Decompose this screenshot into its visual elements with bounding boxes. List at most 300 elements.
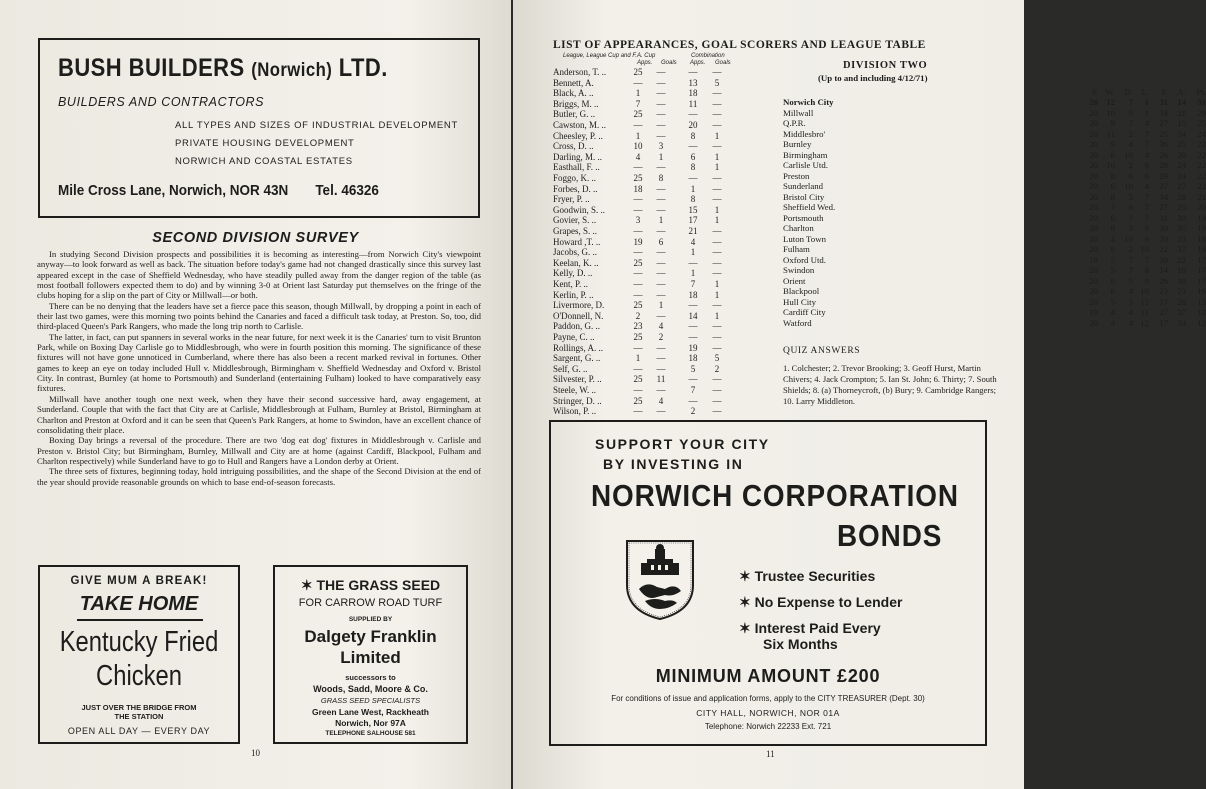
league-cell: 22 xyxy=(1177,254,1186,265)
appearance-cell: — xyxy=(633,406,643,417)
league-cell: 20 xyxy=(1089,97,1098,107)
survey-paragraph: The three sets of fixtures, beginning today, hold intriguing possibilities, and the shape of the Second Division at the end of the year should provide reasonable grounds on which to base end-of-season forecasts. xyxy=(37,466,481,487)
appearance-cell: 20 xyxy=(688,120,698,130)
league-cell: 20 xyxy=(1089,202,1098,212)
header-group-league: League, League Cup and F.A. Cup xyxy=(563,53,656,59)
appearance-cell: 7 xyxy=(690,385,696,395)
bonds-bullet3-text: Interest Paid Every xyxy=(754,620,881,636)
league-cell: 18 xyxy=(1177,265,1186,275)
league-cell: 4 xyxy=(1128,307,1133,317)
team-name: Watford xyxy=(783,317,812,328)
appearance-cell: 4 xyxy=(658,321,664,332)
league-cell: 24 xyxy=(1177,160,1186,170)
player-name: Keelan, K. .. xyxy=(553,257,599,268)
appearance-cell: 6 xyxy=(690,151,696,162)
team-name: Millwall xyxy=(783,107,814,118)
bush-address-line xyxy=(58,182,379,199)
league-cell: 19 xyxy=(1197,212,1206,223)
appearance-cell: — xyxy=(656,77,666,88)
league-cell: 8 xyxy=(1110,223,1115,233)
appearance-cell: 25 xyxy=(633,300,643,311)
league-cell: 6 xyxy=(1110,149,1115,160)
league-cell: 20 xyxy=(1089,296,1098,307)
appearance-cell: — xyxy=(712,226,722,236)
corporation-bonds-advert xyxy=(549,420,987,746)
appearance-cell: — xyxy=(633,194,643,205)
league-header-cell: W. xyxy=(1105,87,1115,97)
appearance-cell: 1 xyxy=(635,130,641,141)
league-cell: 20 xyxy=(1089,244,1098,254)
appearance-cell: — xyxy=(688,332,698,342)
appearance-cell: 5 xyxy=(714,77,720,88)
league-cell: 20 xyxy=(1197,202,1206,212)
appearance-cell: — xyxy=(688,300,698,311)
league-cell: 20 xyxy=(1089,128,1098,139)
league-cell: 11 xyxy=(1106,128,1115,139)
appearance-cell: 23 xyxy=(633,321,643,332)
appearance-cell: — xyxy=(656,109,666,120)
bonds-line3: NORWICH CORPORATION xyxy=(591,478,959,513)
league-cell: 6 xyxy=(1128,202,1133,212)
appearance-cell: 18 xyxy=(688,88,698,99)
appearance-cell: — xyxy=(633,279,643,289)
appearance-cell: 1 xyxy=(690,183,696,194)
appearance-cell: — xyxy=(712,257,722,268)
appearance-cell: — xyxy=(712,300,722,311)
kfc-brand-line1: Kentucky Fried xyxy=(59,626,219,658)
team-name: Orient xyxy=(783,275,806,286)
bonds-line2: BY INVESTING IN xyxy=(603,456,744,472)
bush-address: Mile Cross Lane, Norwich, NOR 43N xyxy=(58,182,289,199)
bush-service: ALL TYPES AND SIZES OF INDUSTRIAL DEVELOPMENT xyxy=(175,120,458,131)
league-cell: 4 xyxy=(1110,233,1115,244)
team-name: Bristol City xyxy=(783,191,825,202)
league-cell: 34 xyxy=(1159,107,1168,118)
bonds-bullet3 xyxy=(739,620,881,636)
appearance-cell: — xyxy=(656,406,666,417)
league-cell: 6 xyxy=(1110,181,1115,191)
league-cell: 9 xyxy=(1110,139,1115,149)
appearance-cell: 7 xyxy=(690,279,696,289)
league-cell: 3 xyxy=(1128,223,1133,233)
appearance-cell: — xyxy=(712,374,722,385)
appearance-cell: — xyxy=(712,385,722,395)
team-name: Swindon xyxy=(783,265,815,275)
appearance-cell: 1 xyxy=(635,353,641,364)
appearance-cell: 1 xyxy=(714,279,720,289)
star-icon: ✶ xyxy=(739,620,755,636)
appearance-cell: — xyxy=(633,226,643,236)
company-place: (Norwich) xyxy=(251,60,333,81)
page-number-left: 10 xyxy=(251,748,260,758)
league-cell: 8 xyxy=(1144,265,1149,275)
survey-paragraph: In studying Second Division prospects and possibilities it is becoming as interesting—from Norwich City's viewpoint anyway—to look forward as well as back. The situation before today's game had not changed drastically since this survey last appeared except in the case of Sheffield Wednesday, who have steadily pulled away from the danger region of the table (as most football followers expected them to do) and by winning 3-0 at Orient last Saturday put themselves on the fringe of the clubs hoping for a slip on the part of City or Millwall—or both. xyxy=(37,249,481,301)
league-cell: 8 xyxy=(1110,191,1115,202)
league-cell: 12 xyxy=(1140,317,1149,328)
league-cell: 9 xyxy=(1144,223,1149,233)
team-name: Oxford Utd. xyxy=(783,254,827,265)
appearance-cell: — xyxy=(712,141,722,152)
team-name: Preston xyxy=(783,170,810,181)
appearance-cell: — xyxy=(656,385,666,395)
league-cell: 26 xyxy=(1159,149,1168,160)
player-name: Easthall, F. .. xyxy=(553,162,600,173)
league-cell: 26 xyxy=(1159,275,1168,286)
player-name: Cross, D. .. xyxy=(553,141,594,152)
league-cell: 13 xyxy=(1197,296,1206,307)
col-goals2: Goals xyxy=(715,60,731,66)
player-name: Anderson, T. .. xyxy=(553,67,607,77)
league-cell: 6 xyxy=(1110,275,1115,286)
league-cell: 19 xyxy=(1089,307,1098,317)
league-header-cell: P. xyxy=(1091,87,1098,97)
stats-title: LIST OF APPEARANCES, GOAL SCORERS AND LEAGUE TABLE xyxy=(553,39,926,51)
league-cell: 4 xyxy=(1144,118,1149,128)
right-page xyxy=(513,0,1206,789)
league-cell: 20 xyxy=(1089,275,1098,286)
appearance-cell: — xyxy=(633,289,643,300)
kfc-location-line1: JUST OVER THE BRIDGE FROM xyxy=(81,703,197,712)
appearance-cell: — xyxy=(656,247,666,258)
league-cell: 2 xyxy=(1128,160,1133,170)
appearance-cell: 2 xyxy=(635,310,641,321)
team-name: Luton Town xyxy=(783,233,826,244)
grass-addr2: Norwich, Nor 97A xyxy=(335,718,406,728)
appearance-cell: — xyxy=(688,374,698,385)
survey-title: SECOND DIVISION SURVEY xyxy=(152,230,359,246)
kfc-hours: OPEN ALL DAY — EVERY DAY xyxy=(67,726,211,736)
league-cell: 12 xyxy=(1106,97,1115,107)
team-name: Fulham xyxy=(783,244,810,254)
appearance-cell: 11 xyxy=(688,98,698,109)
league-cell: 7 xyxy=(1128,118,1133,128)
league-cell: 1 xyxy=(1144,107,1149,118)
league-cell: 27 xyxy=(1159,118,1168,128)
player-name: Silvester, P. .. xyxy=(553,374,602,385)
team-name: Norwich City xyxy=(783,97,834,107)
league-cell: 22 xyxy=(1197,181,1206,191)
player-name: Rollings, A. .. xyxy=(553,342,604,353)
league-cell: 20 xyxy=(1159,254,1168,265)
grass-seed-advert xyxy=(273,565,468,744)
league-cell: 20 xyxy=(1177,149,1186,160)
appearance-cell: 1 xyxy=(714,130,720,141)
kfc-brand xyxy=(58,625,220,693)
appearance-cell: 5 xyxy=(714,353,720,364)
kfc-underline xyxy=(77,619,203,621)
player-name: Paddon, G. .. xyxy=(553,321,600,332)
appearance-cell: — xyxy=(712,247,722,258)
appearance-cell: — xyxy=(633,77,643,88)
league-cell: 36 xyxy=(1159,139,1168,149)
league-cell: 1 xyxy=(1144,97,1149,107)
team-name: Birmingham xyxy=(783,149,828,160)
player-name: Govier, S. .. xyxy=(553,215,597,226)
league-cell: 7 xyxy=(1128,212,1133,223)
appearance-cell: 1 xyxy=(658,215,664,226)
appearance-cell: 1 xyxy=(658,300,664,311)
appearance-cell: — xyxy=(656,194,666,205)
grass-woods: Woods, Sadd, Moore & Co. xyxy=(313,684,428,694)
appearance-cell: — xyxy=(656,162,666,173)
grass-supplied: SUPPLIED BY xyxy=(348,616,393,623)
league-cell: 24 xyxy=(1177,128,1186,139)
player-name: Grapes, S. .. xyxy=(553,226,597,236)
quiz-answers: 1. Colchester; 2. Trevor Brooking; 3. Geoff Hurst, Martin Chivers; 4. Jack Crompton; 5. Ian St. John; 6. Thirty; 7. South Shields; 8. (a) Thorneycroft, (b) Bury; 9. Cambridge Rangers; 10. Larry Middleton. xyxy=(783,363,997,406)
grass-company1: Dalgety Franklin xyxy=(304,627,437,646)
bonds-address: CITY HALL, NORWICH, NOR 01A xyxy=(696,708,840,718)
league-cell: 11 xyxy=(1140,307,1149,317)
appearance-cell: 2 xyxy=(658,332,664,342)
league-cell: 4 xyxy=(1144,181,1149,191)
team-name: Carlisle Utd. xyxy=(783,160,828,170)
appearance-cell: 18 xyxy=(688,353,698,364)
league-cell: 20 xyxy=(1159,233,1168,244)
bonds-minimum: MINIMUM AMOUNT £200 xyxy=(655,666,881,686)
appearance-cell: — xyxy=(712,321,722,332)
league-cell: 35 xyxy=(1177,223,1186,233)
appearance-cell: — xyxy=(656,98,666,109)
kfc-location xyxy=(40,704,238,721)
appearance-cell: 1 xyxy=(690,268,696,279)
bush-tel: Tel. 46326 xyxy=(315,182,379,199)
league-cell: 20 xyxy=(1089,212,1098,223)
star-icon: ✶ xyxy=(739,594,755,610)
appearance-cell: — xyxy=(656,183,666,194)
player-name: Steele, W. .. xyxy=(553,385,596,395)
league-cell: 6 xyxy=(1128,170,1133,181)
player-name: Livermore, D. xyxy=(553,300,605,311)
league-cell: 20 xyxy=(1089,170,1098,181)
league-title: DIVISION TWO xyxy=(843,60,928,71)
kfc-advert xyxy=(38,565,240,744)
appearance-cell: — xyxy=(712,183,722,194)
league-cell: 25 xyxy=(1197,118,1206,128)
appearance-cell: — xyxy=(633,247,643,258)
appearance-cell: — xyxy=(688,395,698,406)
appearance-cell: 1 xyxy=(714,204,720,215)
player-name: Howard ,T. .. xyxy=(553,236,601,247)
grass-company2: Limited xyxy=(340,648,401,667)
appearance-cell: — xyxy=(688,173,698,183)
league-cell: 6 xyxy=(1110,212,1115,223)
appearance-cell: — xyxy=(633,363,643,374)
survey-paragraph: Boxing Day brings a reversal of the procedure. There are two 'dog eat dog' fixtures in Middlesbrough v. Carlisle and Preston v. Bristol City; but Birmingham, Burnley, Millwall and City are at home (against Cardiff, Blackpool, Fulham and Charlton respectively) while Sunderland have to go to Hull and Rangers have a London derby at Orient. xyxy=(37,435,481,466)
bush-service: PRIVATE HOUSING DEVELOPMENT xyxy=(175,138,355,149)
player-name: Black, A. .. xyxy=(553,88,594,99)
league-cell: 22 xyxy=(1197,160,1206,170)
league-cell: 20 xyxy=(1089,317,1098,328)
bonds-line4: BONDS xyxy=(837,518,943,553)
league-cell: 4 xyxy=(1110,317,1115,328)
appearance-cell: — xyxy=(656,342,666,353)
league-cell: 29 xyxy=(1159,170,1168,181)
star-icon: ✶ xyxy=(739,568,755,584)
appearance-cell: 25 xyxy=(633,374,643,385)
appearance-cell: — xyxy=(712,173,722,183)
grass-sub: FOR CARROW ROAD TURF xyxy=(298,597,443,609)
league-cell: 25 xyxy=(1177,202,1186,212)
league-cell: 37 xyxy=(1177,244,1186,254)
appearance-cell: 25 xyxy=(633,257,643,268)
appearance-cell: — xyxy=(712,88,722,99)
league-cell: 31 xyxy=(1159,212,1168,223)
appearance-cell: — xyxy=(656,268,666,279)
team-name: Middlesbro' xyxy=(783,128,826,139)
bonds-telephone: Telephone: Norwich 22233 Ext. 721 xyxy=(704,722,832,731)
appearance-cell: — xyxy=(656,310,666,321)
appearance-cell: — xyxy=(712,109,722,120)
league-cell: 22 xyxy=(1197,139,1206,149)
appearance-cell: 6 xyxy=(658,236,664,247)
league-header-cell: F. xyxy=(1161,87,1168,97)
bonds-line1: SUPPORT YOUR CITY xyxy=(595,436,770,452)
appearance-cell: — xyxy=(688,321,698,332)
grass-specialists: GRASS SEED SPECIALISTS xyxy=(320,696,421,705)
page-number-right: 11 xyxy=(766,749,775,759)
player-name: Kent, P. .. xyxy=(553,279,589,289)
league-cell: 30 xyxy=(1159,223,1168,233)
appearance-cell: 4 xyxy=(658,395,664,406)
league-cell: 10 xyxy=(1124,181,1133,191)
league-cell: 7 xyxy=(1128,97,1133,107)
player-name: Briggs, M. .. xyxy=(553,98,599,109)
grass-tel: TELEPHONE SALHOUSE 581 xyxy=(325,730,416,737)
appearance-cell: — xyxy=(656,88,666,99)
grass-successors: successors to xyxy=(345,673,396,682)
league-cell: 10 xyxy=(1140,244,1149,254)
team-name: Blackpool xyxy=(783,286,820,296)
appearance-cell: 4 xyxy=(690,236,696,247)
appearance-cell: 1 xyxy=(714,289,720,300)
league-cell: 10 xyxy=(1124,149,1133,160)
bonds-bullet1 xyxy=(739,568,875,584)
league-cell: 20 xyxy=(1089,118,1098,128)
appearance-cell: — xyxy=(712,194,722,205)
player-name: Self, G. .. xyxy=(553,363,588,374)
player-name: Sargent, G. .. xyxy=(553,353,601,364)
league-subtitle: (Up to and including 4/12/71) xyxy=(818,73,928,83)
appearance-cell: — xyxy=(712,342,722,353)
appearance-cell: 8 xyxy=(690,194,696,205)
league-cell: 20 xyxy=(1089,223,1098,233)
col-goals1: Goals xyxy=(661,60,677,66)
league-cell: 7 xyxy=(1110,202,1115,212)
appearance-cell: 7 xyxy=(635,98,641,109)
bush-service: NORWICH AND COASTAL ESTATES xyxy=(175,156,353,167)
appearance-cell: 8 xyxy=(690,162,696,173)
appearance-cell: 21 xyxy=(688,226,698,236)
appearance-cell: — xyxy=(712,98,722,109)
appearance-cell: — xyxy=(712,120,722,130)
appearance-cell: — xyxy=(633,385,643,395)
appearance-cell: — xyxy=(656,226,666,236)
player-name: Butler, G. .. xyxy=(553,109,596,120)
league-cell: 20 xyxy=(1089,233,1098,244)
header-group-combination: Combination xyxy=(691,53,725,59)
survey-paragraph: Millwall have another tough one next week, when they have their second successive hard, away engagement, at Sunderland. Couple that with the fact that City are at Carlisle, Middlesbrough at Fulham, Burnley at Bristol, Birmingham at Charlton and Preston at Oxford and it can be seen that Queen's Park Rangers, at home to Swindon, have an excellent chance of consolidating their place. xyxy=(37,393,481,435)
league-cell: 19 xyxy=(1089,254,1098,265)
league-cell: 25 xyxy=(1159,128,1168,139)
league-cell: 9 xyxy=(1144,275,1149,286)
player-name: Kelly, D. .. xyxy=(553,268,593,279)
league-cell: 12 xyxy=(1197,317,1206,328)
appearance-cell: 2 xyxy=(714,363,720,374)
league-cell: 12 xyxy=(1197,307,1206,317)
appearance-cell: — xyxy=(656,257,666,268)
player-name: Wilson, P. .. xyxy=(553,406,597,417)
appearance-cell: 3 xyxy=(635,215,641,226)
bush-builders-name xyxy=(58,54,388,83)
appearance-cell: — xyxy=(633,204,643,215)
player-name: Jacobs, G. .. xyxy=(553,247,597,258)
league-cell: 8 xyxy=(1110,170,1115,181)
grass-title: THE GRASS SEED xyxy=(316,577,441,593)
team-name: Sheffield Wed. xyxy=(783,202,836,212)
appearance-cell: — xyxy=(656,353,666,364)
league-cell: 21 xyxy=(1177,107,1186,118)
league-cell: 19 xyxy=(1197,223,1206,233)
league-cell: 20 xyxy=(1089,181,1098,191)
league-cell: 5 xyxy=(1128,191,1133,202)
team-name: Hull City xyxy=(783,296,816,307)
league-cell: 20 xyxy=(1089,286,1098,296)
appearance-cell: — xyxy=(633,268,643,279)
league-cell: 22 xyxy=(1197,149,1206,160)
league-cell: 5 xyxy=(1128,275,1133,286)
appearance-cell: 10 xyxy=(633,141,643,152)
bonds-bullet3-cont: Six Months xyxy=(763,636,838,652)
league-cell: 17 xyxy=(1197,265,1206,275)
appearance-cell: 11 xyxy=(656,374,666,385)
league-cell: 3 xyxy=(1128,296,1133,307)
league-cell: 6 xyxy=(1144,170,1149,181)
league-cell: 28 xyxy=(1177,191,1186,202)
appearance-cell: 25 xyxy=(633,67,643,77)
league-cell: 4 xyxy=(1128,286,1133,296)
bonds-bullet2-text: No Expense to Lender xyxy=(754,594,903,610)
bonds-bullet1-text: Trustee Securities xyxy=(754,568,876,584)
league-cell: 20 xyxy=(1089,160,1098,170)
appearance-cell: 18 xyxy=(688,289,698,300)
league-header-cell: D. xyxy=(1124,87,1133,97)
player-name: Bennett, A. xyxy=(553,77,594,88)
appearance-cell: 1 xyxy=(714,310,720,321)
league-cell: 20 xyxy=(1089,265,1098,275)
league-cell: 20 xyxy=(1089,191,1098,202)
league-cell: 8 xyxy=(1144,160,1149,170)
league-cell: 31 xyxy=(1197,97,1206,107)
league-cell: 24 xyxy=(1177,170,1186,181)
player-name: Stringer, D. .. xyxy=(553,395,602,406)
team-name: Portsmouth xyxy=(783,212,824,223)
player-name: Payne, C. .. xyxy=(553,332,595,342)
league-cell: 4 xyxy=(1128,317,1133,328)
league-cell: 6 xyxy=(1144,233,1149,244)
survey-paragraph: There can be no denying that the leaders have set a fierce pace this season, though Millwall, by dropping a point in each of their last two games, were this morning two points behind the Canaries and faced a difficult task today, at Preston. So, too, did third-placed Queen's Park Rangers, who made the long trip north to Carlisle. xyxy=(37,300,481,332)
team-name: Charlton xyxy=(783,223,814,233)
league-cell: 5 xyxy=(1110,296,1115,307)
league-cell: 27 xyxy=(1159,202,1168,212)
appearance-cell: 17 xyxy=(688,215,698,226)
appearance-cell: 25 xyxy=(633,395,643,406)
appearance-cell: 25 xyxy=(633,332,643,342)
league-cell: 30 xyxy=(1177,212,1186,223)
league-cell: 34 xyxy=(1159,191,1168,202)
player-name: Cawston, M. .. xyxy=(553,120,607,130)
col-apps2: Apps. xyxy=(690,60,706,66)
appearance-cell: 1 xyxy=(690,247,696,258)
